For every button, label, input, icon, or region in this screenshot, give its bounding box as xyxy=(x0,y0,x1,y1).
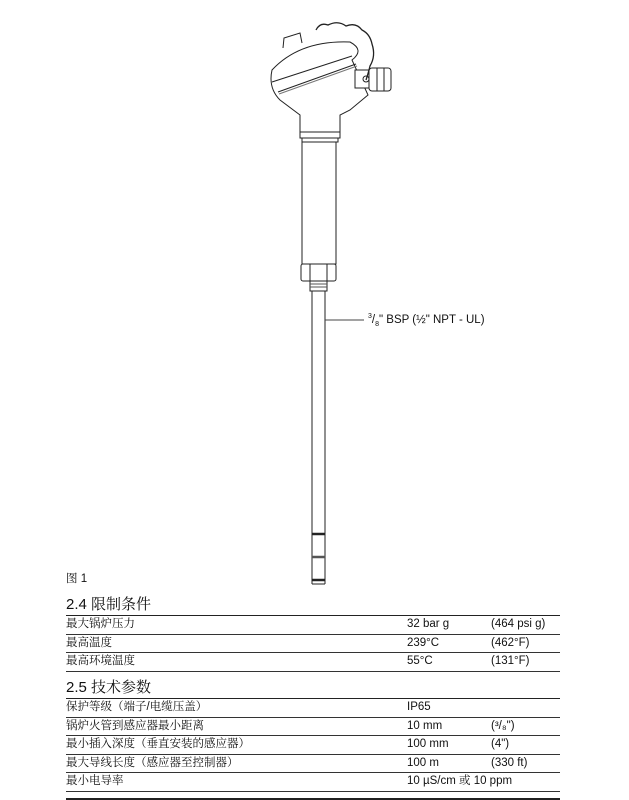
table-row xyxy=(66,699,560,718)
table-row xyxy=(66,718,560,737)
row-label: 保护等级（端子/电缆压盖） xyxy=(66,701,208,713)
row-alt: (131°F) xyxy=(491,655,530,667)
cable-gland xyxy=(355,68,391,91)
extension-tube xyxy=(302,142,336,264)
row-alt: (462°F) xyxy=(491,636,530,649)
row-value: 100 m xyxy=(407,756,439,769)
row-value: IP65 xyxy=(407,701,431,713)
figure-caption: 图 1 xyxy=(66,573,88,585)
row-value: 55°C xyxy=(407,655,433,667)
table-row xyxy=(66,755,560,774)
section-title: 2.4 限制条件 xyxy=(66,595,560,616)
row-label: 最大锅炉压力 xyxy=(66,618,135,630)
row-alt: (4") xyxy=(491,738,510,750)
table-row xyxy=(66,773,560,792)
table-row xyxy=(66,653,560,672)
row-value: 100 mm xyxy=(407,738,449,750)
row-label: 锅炉火管到感应器最小距离 xyxy=(66,719,204,732)
table-row xyxy=(66,616,560,635)
row-value: 10 mm xyxy=(407,719,443,732)
row-value: 239°C xyxy=(407,636,440,649)
specs-section xyxy=(66,678,560,792)
row-alt: (330 ft) xyxy=(491,756,528,769)
row-alt: (464 psi g) xyxy=(491,618,546,630)
row-label: 最高环境温度 xyxy=(66,655,135,667)
row-label: 最高温度 xyxy=(66,636,112,649)
probe xyxy=(312,291,364,584)
section-title: 2.5 技术参数 xyxy=(66,678,560,699)
row-label: 最小电导率 xyxy=(66,775,124,787)
table-row xyxy=(66,736,560,755)
table-row xyxy=(66,635,560,654)
row-label: 最小插入深度（垂直安装的感应器） xyxy=(66,738,250,750)
row-label: 最大导线长度（感应器至控制器） xyxy=(66,756,239,769)
terminal-head xyxy=(271,33,368,142)
hex-nut xyxy=(301,264,336,291)
row-alt: (³/₈") xyxy=(491,719,515,732)
row-value: 10 µS/cm 或 10 ppm xyxy=(407,775,513,787)
row-value: 32 bar g xyxy=(407,618,450,630)
thread-callout: $^3/_8$" BSP (½" NPT - UL) xyxy=(368,313,485,329)
limits-section xyxy=(66,595,560,672)
